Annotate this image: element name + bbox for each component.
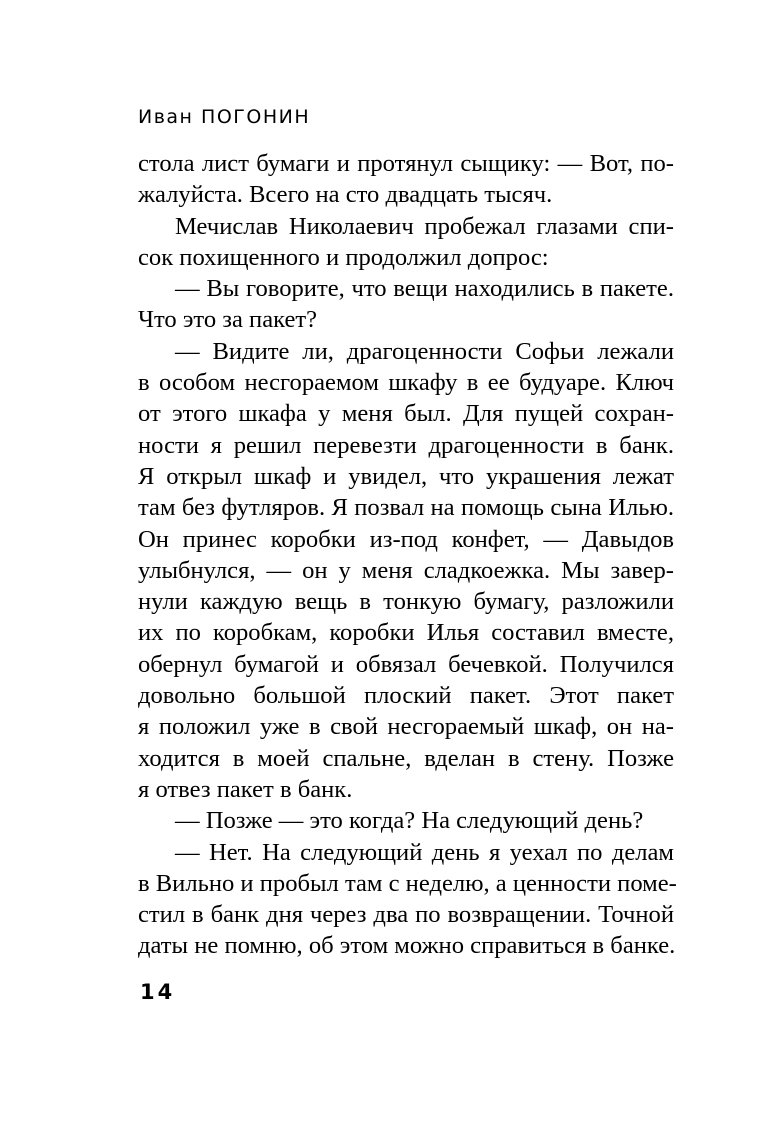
text-line: нули каждую вещь в тонкую бумагу, разложили xyxy=(138,588,674,616)
text-line: — Нет. На следующий день я уехал по делам xyxy=(175,838,674,866)
author-first-name: Иван xyxy=(138,106,194,128)
body-text xyxy=(138,148,677,962)
text-line: — Позже — это когда? На следующий день? xyxy=(175,807,644,835)
text-line: от этого шкафа у меня был. Для пущей сохран- xyxy=(138,400,674,428)
text-line: Я открыл шкаф и увидел, что украшения лежат xyxy=(138,462,674,490)
author-last-name: ПОГОНИН xyxy=(201,106,311,128)
text-line: стил в банк дня через два по возвращении. Точной xyxy=(138,901,674,929)
text-line: довольно большой плоский пакет. Этот пакет xyxy=(138,682,674,710)
text-line: Что это за пакет? xyxy=(138,306,318,334)
text-line: жалуйста. Всего на сто двадцать тысяч. xyxy=(138,181,553,209)
text-line: — Видите ли, драгоценности Софьи лежали xyxy=(175,337,674,365)
running-header xyxy=(138,106,310,128)
text-line: сок похищенного и продолжил допрос: xyxy=(138,243,549,271)
text-line: даты не помню, об этом можно справиться в банке. xyxy=(138,932,676,960)
text-line: обернул бумагой и обвязал бечевкой. Получился xyxy=(138,650,674,678)
text-line: ности я решил перевезти драгоценности в банк. xyxy=(138,431,674,459)
text-line: улыбнулся, — он у меня сладкоежка. Мы завер- xyxy=(138,556,674,584)
text-line: я отвез пакет в банк. xyxy=(138,775,353,803)
text-line: я положил уже в свой несгораемый шкаф, он на- xyxy=(138,713,674,741)
text-line: — Вы говорите, что вещи находились в пакете. xyxy=(175,275,674,303)
text-line: их по коробкам, коробки Илья составил вместе, xyxy=(138,619,674,647)
text-line: Он принес коробки из-под конфет, — Давыдов xyxy=(138,525,674,553)
text-line: Мечислав Николаевич пробежал глазами спи- xyxy=(175,212,674,240)
page-number: 14 xyxy=(140,980,176,1004)
text-line: там без футляров. Я позвал на помощь сына Илью. xyxy=(138,494,674,522)
text-line: стола лист бумаги и протянул сыщику: — Вот, по- xyxy=(138,150,674,177)
text-line: в особом несгораемом шкафу в ее будуаре. Ключ xyxy=(138,369,674,397)
text-line: ходится в моей спальне, вделан в стену. Позже xyxy=(138,744,674,772)
text-line: в Вильно и пробыл там с неделю, а ценности поме- xyxy=(138,869,677,897)
